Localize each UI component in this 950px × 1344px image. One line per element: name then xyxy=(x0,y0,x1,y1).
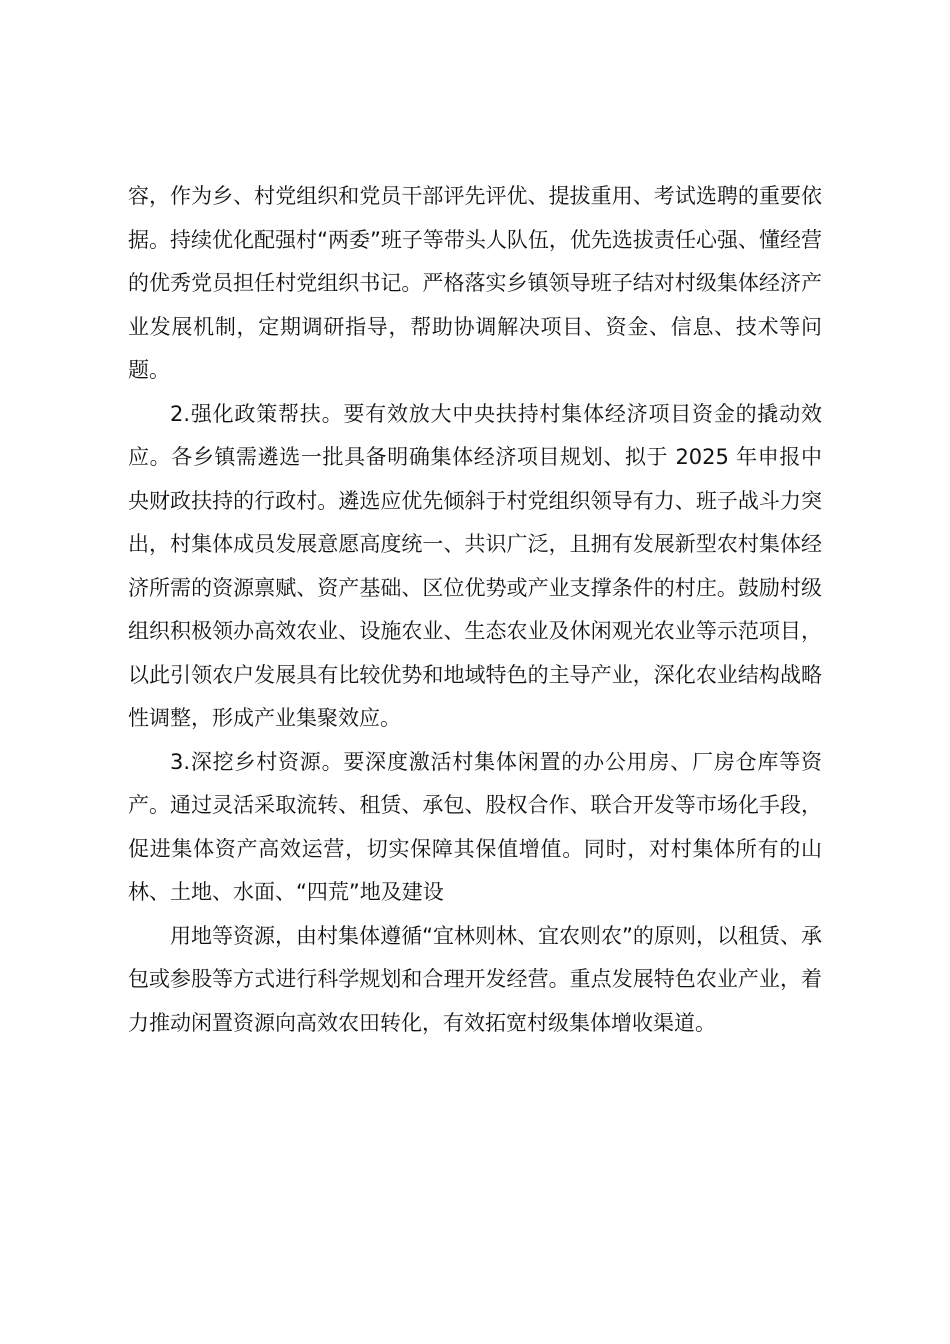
paragraph-3: 3.深挖乡村资源。要深度激活村集体闲置的办公用房、厂房仓库等资产。通过灵活采取流转、租赁、承包、股权合作、联合开发等市场化手段，促进集体资产高效运营，切实保障其保值增值。同时，对村集体所有的山林、土地、水面、“四荒”地及建设 xyxy=(128,749,822,904)
paragraph-2: 2.强化政策帮扶。要有效放大中央扶持村集体经济项目资金的撬动效应。各乡镇需遴选一批具备明确集体经济项目规划、拟于 2025 年申报中央财政扶持的行政村。遴选应优先倾斜于村党组织领导有力、班子战斗力突出，村集体成员发展意愿高度统一、共识广泛，且拥有发展新型农村集体经济所需的资源禀赋、资产基础、区位优势或产业支撑条件的村庄。鼓励村级组织积极领办高效农业、设施农业、生态农业及休闲观光农业等示范项目，以此引领农户发展具有比较优势和地域特色的主导产业，深化农业结构战略性调整，形成产业集聚效应。 xyxy=(128,401,822,730)
document-body xyxy=(128,175,822,1045)
paragraph-4: 用地等资源，由村集体遵循“宜林则林、宜农则农”的原则，以租赁、承包或参股等方式进行科学规划和合理开发经营。重点发展特色农业产业，着力推动闲置资源向高效农田转化，有效拓宽村级集体增收渠道。 xyxy=(128,923,822,1035)
paragraph-1: 容，作为乡、村党组织和党员干部评先评优、提拔重用、考试选聘的重要依据。持续优化配强村“两委”班子等带头人队伍，优先选拔责任心强、懂经营的优秀党员担任村党组织书记。严格落实乡镇领导班子结对村级集体经济产业发展机制，定期调研指导，帮助协调解决项目、资金、信息、技术等问题。 xyxy=(128,184,822,382)
